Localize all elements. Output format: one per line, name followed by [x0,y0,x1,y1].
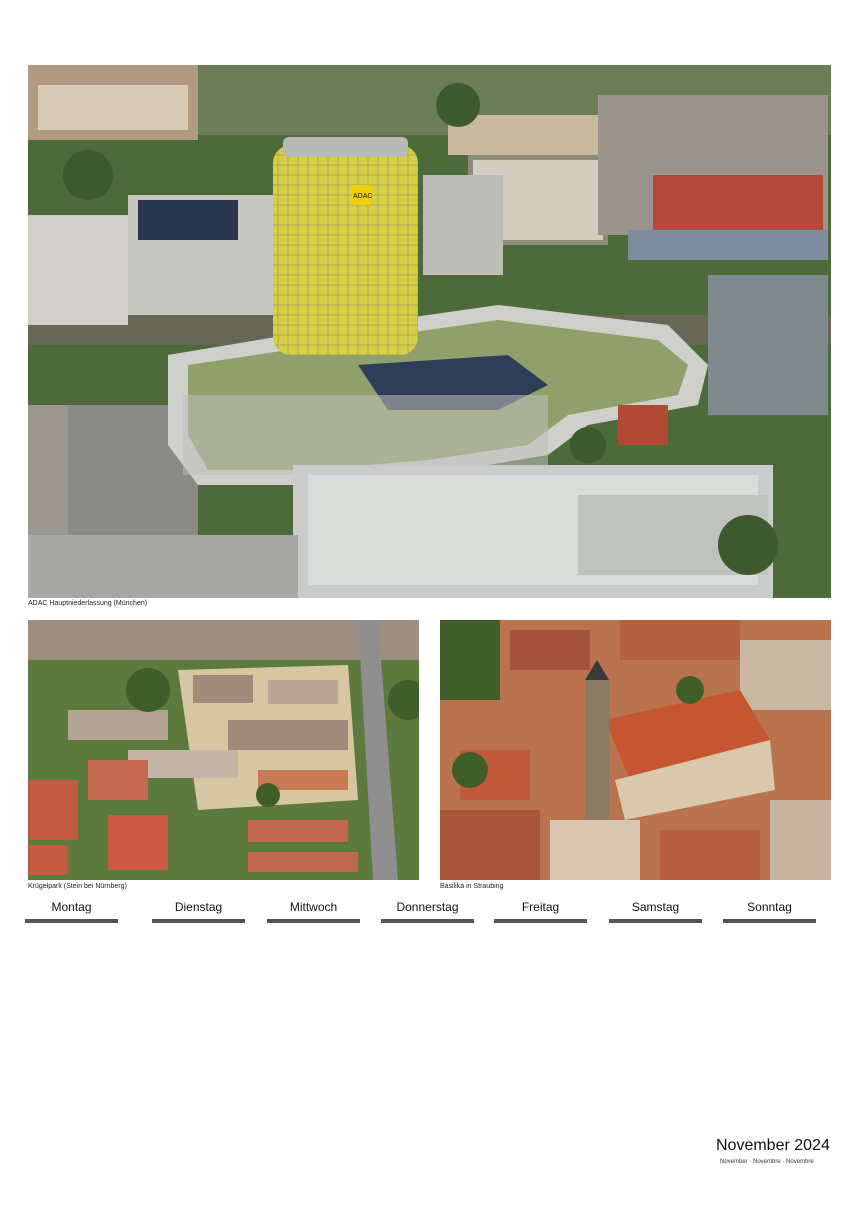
weekday-label: Mittwoch [289,900,338,914]
weekday-header-wednesday [267,900,360,914]
weekday-header-friday [494,900,587,914]
month-title: November 2024 [716,1137,830,1154]
main-photo-adac [28,65,831,598]
weekday-bar [494,919,587,923]
left-photo-kruegelpark [28,620,419,880]
weekday-bar [152,919,245,923]
weekday-bar [609,919,702,923]
aerial-image-kruegelpark [28,620,419,880]
weekday-label: Donnerstag [396,900,459,914]
weekday-header-saturday [609,900,702,914]
weekday-label: Dienstag [174,900,223,914]
weekday-label: Sonntag [747,900,792,914]
weekday-bar [723,919,816,923]
weekday-bar [25,919,118,923]
weekday-label: Freitag [521,900,560,914]
month-subtitle: November · Novembre · Novembre [720,1159,814,1165]
right-photo-caption: Basilika in Straubing [440,883,504,890]
weekday-bar [381,919,474,923]
left-photo-caption: Krügelpark (Stein bei Nürnberg) [28,883,127,890]
aerial-image-basilika [440,620,831,880]
weekday-label: Samstag [631,900,680,914]
weekday-header-thursday [381,900,474,914]
right-photo-basilika [440,620,831,880]
weekday-header-sunday [723,900,816,914]
main-photo-caption: ADAC Hauptniederlassung (München) [28,600,148,607]
aerial-image-adac [28,65,831,598]
adac-sign: ADAC [353,193,373,200]
weekday-label: Montag [51,900,92,914]
weekday-header-tuesday [152,900,245,914]
weekday-header-monday [25,900,118,914]
weekday-bar [267,919,360,923]
